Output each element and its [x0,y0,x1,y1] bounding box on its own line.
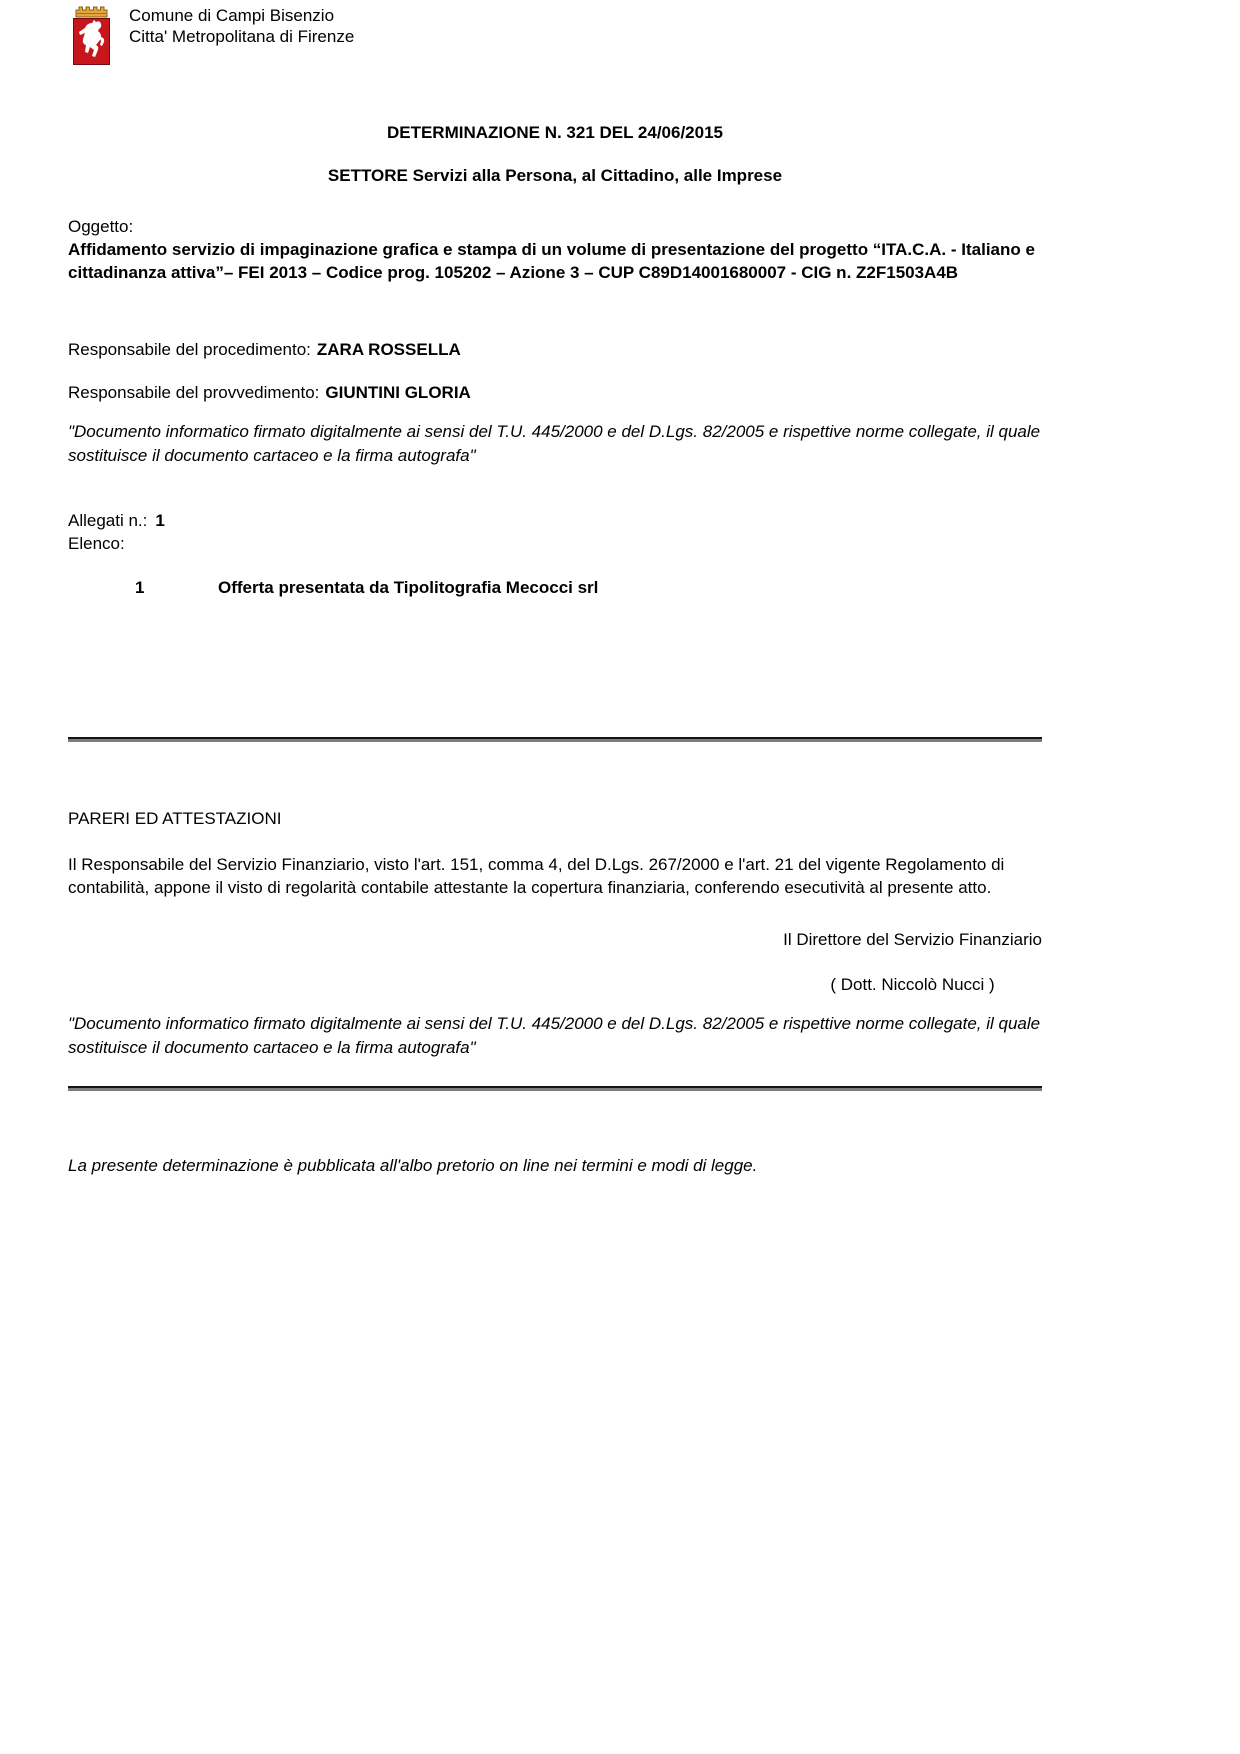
digital-signature-note: "Documento informatico firmato digitalmente ai sensi del T.U. 445/2000 e del D.Lgs. 82/2005 e rispettive norme collegate, il quale sostituisce il documento cartaceo e la firma autografa" [68,422,1041,465]
attachment-description: Offerta presentata da Tipolitografia Mecocci srl [218,578,599,597]
section-divider [68,737,1042,742]
subject-text: Affidamento servizio di impaginazione grafica e stampa di un volume di presentazione del progetto “ITA.C.A. - Italiano e cittadinanza attiva”– FEI 2013 – Codice prog. 105202 – Azione 3 – CUP C89D14001680007 - CIG n. Z2F1503A4B [68,240,1035,282]
digital-signature-note-2: "Documento informatico firmato digitalmente ai sensi del T.U. 445/2000 e del D.Lgs. 82/2005 e rispettive norme collegate, il quale sostituisce il documento cartaceo e la firma autografa" [68,1014,1041,1057]
attachment-item [68,577,1042,599]
measure-responsible-name: GIUNTINI GLORIA [325,383,471,402]
province-name: Citta' Metropolitana di Firenze [129,27,355,46]
attachments-list-label: Elenco: [68,534,125,553]
attachment-number: 1 [135,578,145,597]
measure-responsible-label: Responsabile del provvedimento: [68,383,320,402]
organization-name-block [129,4,354,47]
procedure-responsible-label: Responsabile del procedimento: [68,340,311,359]
subject-label: Oggetto: [68,217,134,236]
campi-bisenzio-crest-icon [68,4,115,72]
opinions-heading: PARERI ED ATTESTAZIONI [68,809,282,828]
measure-responsible-row [68,382,1042,404]
procedure-responsible-name: ZARA ROSSELLA [316,340,461,359]
document-header [68,4,1042,72]
signature-area [68,929,1042,996]
signer-name: ( Dott. Niccolò Nucci ) [830,975,995,994]
procedure-responsible-row [68,339,1042,361]
signature-block [783,929,1042,996]
department-subtitle: SETTORE Servizi alla Persona, al Cittadino, alle Imprese [327,166,783,185]
section-divider-2 [68,1086,1042,1091]
signer-title: Il Direttore del Servizio Finanziario [783,930,1042,949]
municipality-name: Comune di Campi Bisenzio [129,6,335,25]
attachments-count-value: 1 [155,511,165,530]
determination-title: DETERMINAZIONE N. 321 DEL 24/06/2015 [386,123,724,142]
publication-note: La presente determinazione è pubblicata all'albo pretorio on line nei termini e modi di legge. [68,1156,758,1175]
attachments-count-row [68,510,1042,532]
opinions-body: Il Responsabile del Servizio Finanziario, visto l'art. 151, comma 4, del D.Lgs. 267/2000 e l'art. 21 del vigente Regolamento di contabilità, appone il visto di regolarità contabile attestante la copertura finanziaria, conferendo esecutività al presente atto. [68,855,1005,897]
attachments-count-label: Allegati n.: [68,511,148,530]
